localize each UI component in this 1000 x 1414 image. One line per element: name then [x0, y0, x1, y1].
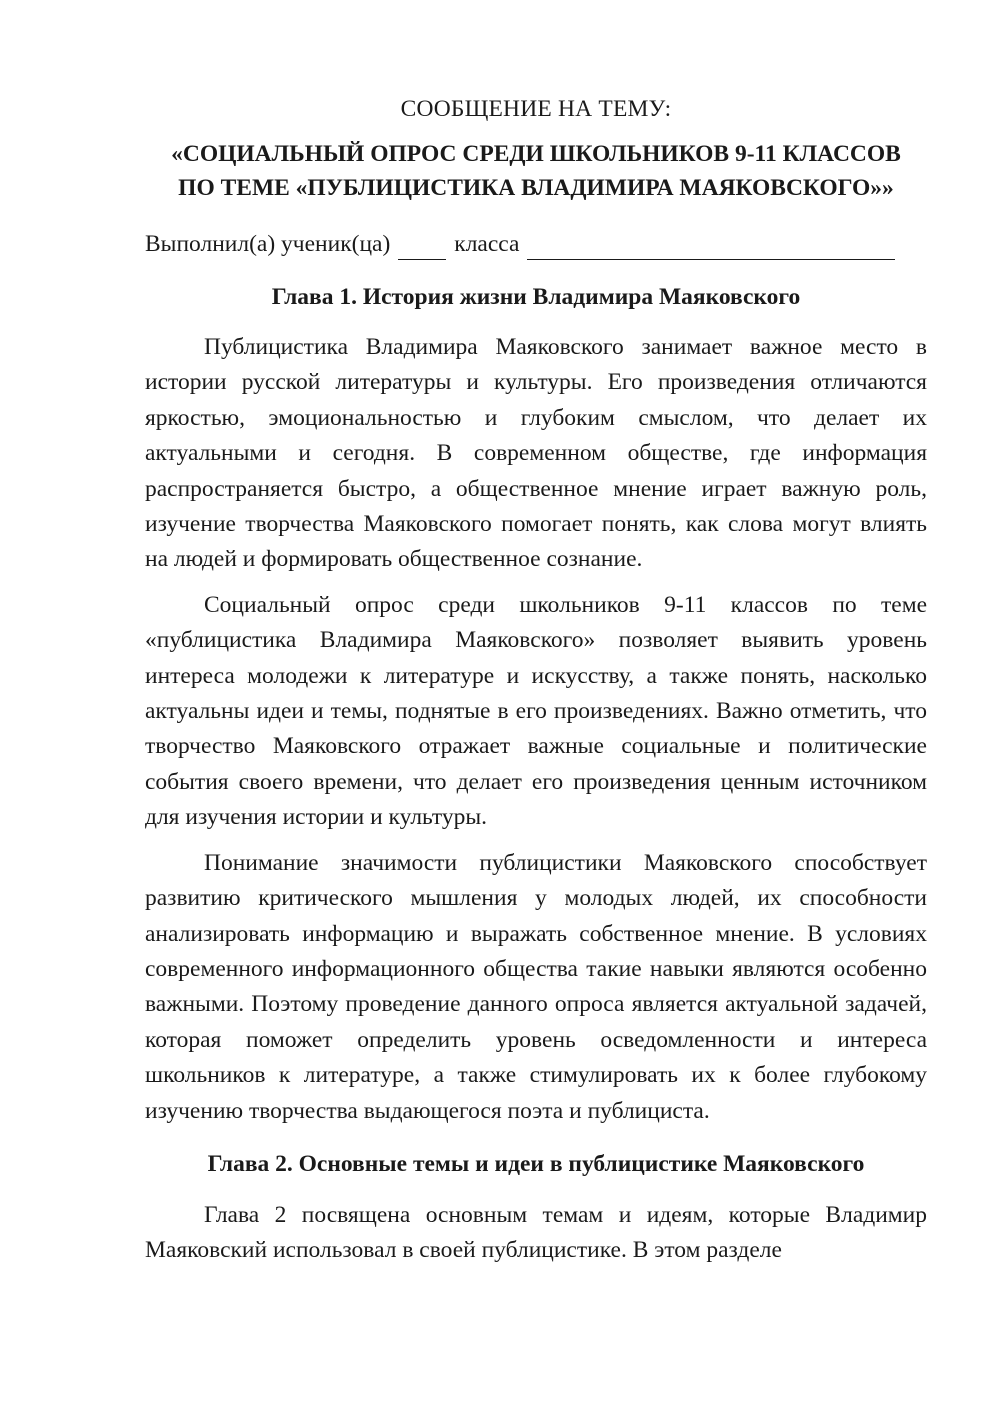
document-title-line-2: ПО ТЕМЕ «ПУБЛИЦИСТИКА ВЛАДИМИРА МАЯКОВСКОГО»» [178, 175, 894, 201]
student-name-blank[interactable] [527, 235, 895, 260]
chapter-1-paragraph: Социальный опрос среди школьников 9-11 классов по теме «публицистика Владимира Маяковского» позволяет выявить уровень интереса молодежи к литературе и искусству, а также понять, насколько актуальны идеи и темы, поднятые в его произведениях. Важно отметить, что творчество Маяковского отражает важные социальные и политические события своего времени, что делает его произведения ценным источником для изучения истории и культуры. [145, 591, 927, 831]
document-title-line-1: «СОЦИАЛЬНЫЙ ОПРОС СРЕДИ ШКОЛЬНИКОВ 9-11 КЛАССОВ [171, 141, 901, 167]
chapter-1-paragraph: Понимание значимости публицистики Маяковского способствует развитию критического мышления у молодых людей, их способности анализировать информацию и выражать собственное мнение. В условиях современного информационного общества такие навыки являются особенно важными. Поэтому проведение данного опроса является актуальной задачей, которая поможет определить уровень осведомленности и интереса школьников к литературе, а также стимулировать их к более глубокому изучению творчества выдающегося поэта и публициста. [145, 849, 927, 1124]
chapter-2-title: Глава 2. Основные темы и идеи в публицистике Маяковского [207, 1150, 865, 1177]
document-kind-heading: СООБЩЕНИЕ НА ТЕМУ: [400, 96, 672, 122]
chapter-1-title: Глава 1. История жизни Владимира Маяковского [271, 284, 801, 310]
author-label: Выполнил(а) ученик(ца) [145, 231, 391, 257]
author-line [145, 228, 927, 260]
chapter-1-paragraph: Публицистика Владимира Маяковского занимает важное место в истории русской литературы и культуры. Его произведения отличаются яркостью, эмоциональностью и глубоким смыслом, что делает их актуальными и сегодня. В современном обществе, где информация распространяется быстро, а общественное мнение играет важную роль, изучение творчества Маяковского помогает понять, как слова могут влиять на людей и формировать общественное сознание. [145, 334, 927, 573]
class-label: класса [454, 231, 520, 257]
class-number-blank[interactable] [398, 235, 446, 260]
chapter-2-paragraph: Глава 2 посвящена основным темам и идеям, которые Владимир Маяковский использовал в своей публицистике. В этом разделе [145, 1201, 927, 1264]
document-title [145, 137, 927, 205]
